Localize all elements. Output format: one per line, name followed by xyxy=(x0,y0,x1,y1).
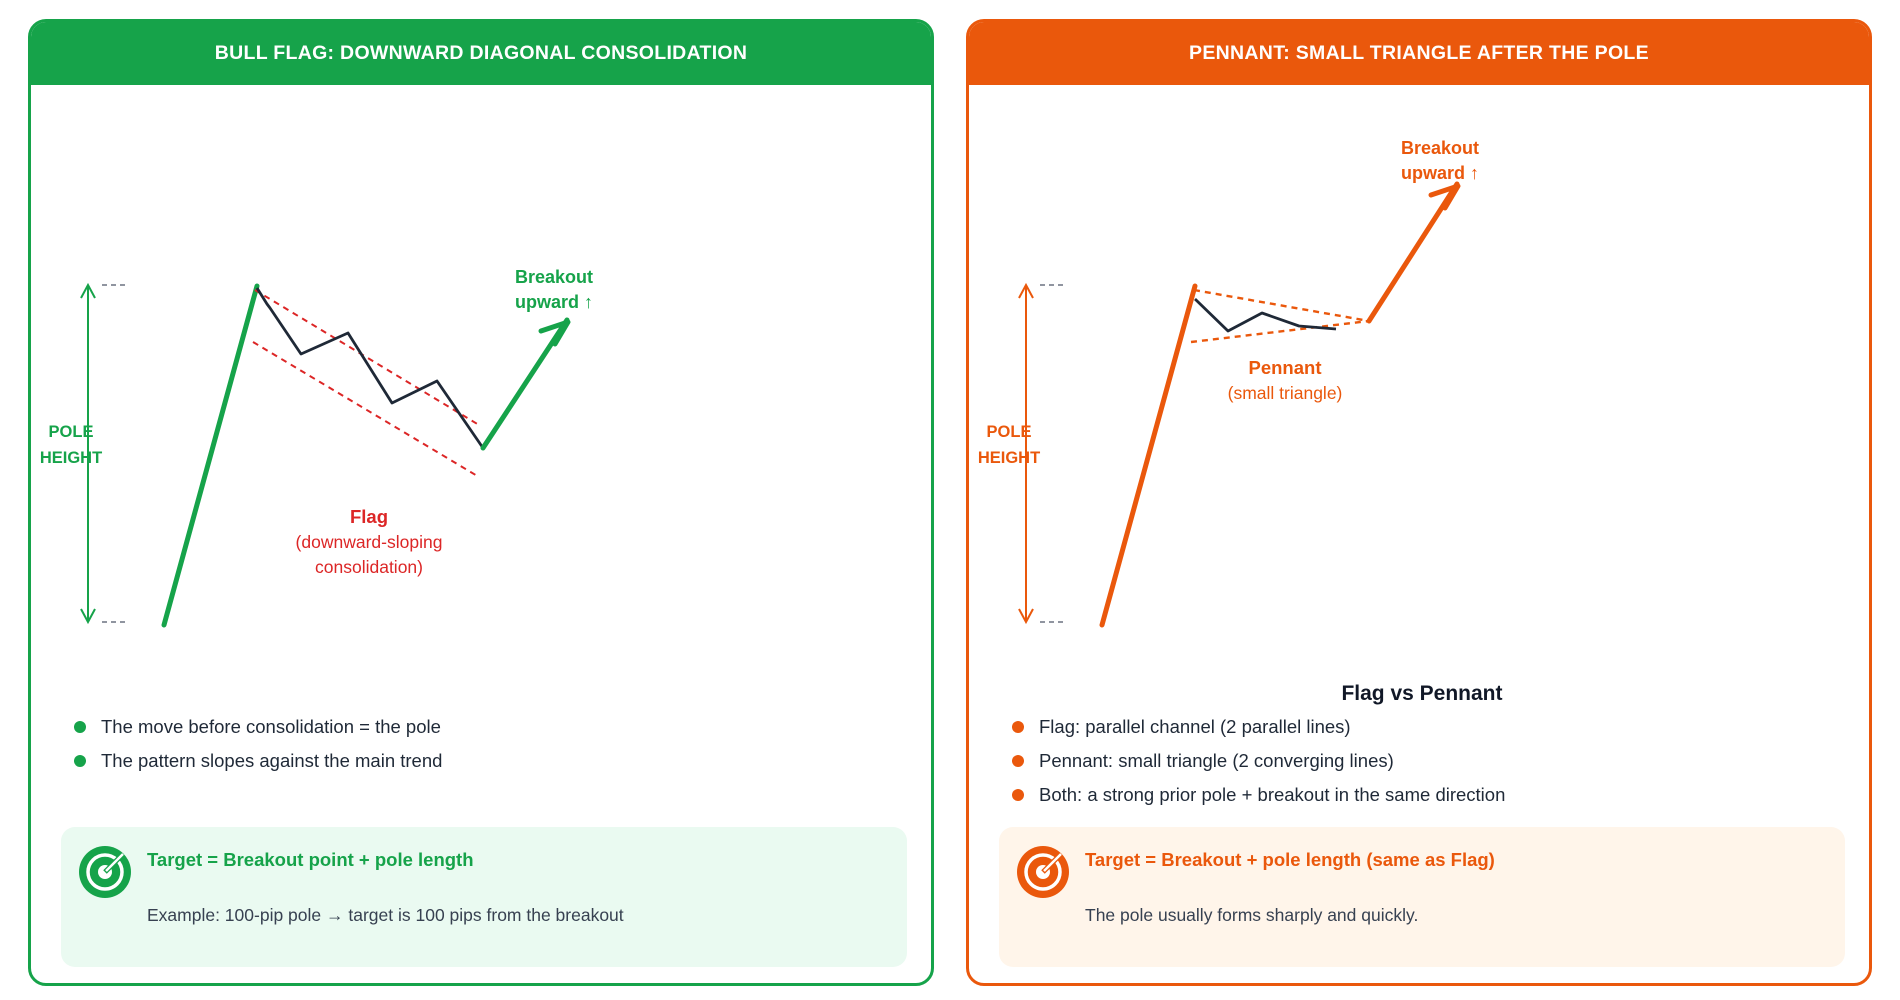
pole-label-line2: HEIGHT xyxy=(39,449,103,467)
pennant-upper-line xyxy=(1194,290,1369,321)
breakout-arrow xyxy=(1369,184,1457,321)
pole-label-line1: POLE xyxy=(48,423,94,441)
bullet-dot xyxy=(1012,755,1024,767)
target-box xyxy=(61,827,907,967)
target-icon xyxy=(1017,846,1069,898)
pole-line xyxy=(1102,286,1195,625)
panel-header: BULL FLAG: DOWNWARD DIAGONAL CONSOLIDATION xyxy=(31,22,931,85)
breakout-arrowhead xyxy=(1431,186,1458,208)
target-icon xyxy=(79,846,131,898)
bullet-list xyxy=(1011,710,1505,812)
pennant-sublabel: (small triangle) xyxy=(1227,383,1343,403)
bullet-dot xyxy=(74,721,86,733)
pennant-panel xyxy=(966,19,1872,986)
pennant-lower-line xyxy=(1191,321,1369,342)
price-path xyxy=(1195,299,1336,331)
pennant-label: Pennant xyxy=(1248,357,1322,378)
bullet-list xyxy=(73,710,442,778)
breakout-arrowhead xyxy=(541,322,568,344)
breakout-label-line1: Breakout xyxy=(1401,138,1480,158)
bullet-dot xyxy=(74,755,86,767)
flag-label: Flag xyxy=(349,506,389,527)
flag-upper-line xyxy=(255,290,479,425)
flag-sublabel-line2: consolidation) xyxy=(315,557,423,577)
pole-label-line1: POLE xyxy=(986,423,1032,441)
target-title: Target = Breakout + pole length (same as Flag) xyxy=(1085,849,1495,870)
pole-label-line2: HEIGHT xyxy=(977,449,1041,467)
target-title: Target = Breakout point + pole length xyxy=(147,849,474,870)
panel-header: PENNANT: SMALL TRIANGLE AFTER THE POLE xyxy=(969,22,1869,85)
list-item: Flag: parallel channel (2 parallel lines) xyxy=(1011,710,1505,744)
breakout-label-line1: Breakout xyxy=(515,267,594,287)
list-item: Both: a strong prior pole + breakout in the same direction xyxy=(1011,778,1505,812)
list-item: Pennant: small triangle (2 converging lines) xyxy=(1011,744,1505,778)
list-item: The move before consolidation = the pole xyxy=(73,710,442,744)
bull-flag-panel xyxy=(28,19,934,986)
comparison-title: Flag vs Pennant xyxy=(1341,682,1503,705)
list-item: The pattern slopes against the main trend xyxy=(73,744,442,778)
target-box xyxy=(999,827,1845,967)
breakout-label-line2: upward ↑ xyxy=(515,292,594,312)
price-path xyxy=(257,288,483,448)
target-description: The pole usually forms sharply and quickly. xyxy=(1085,905,1419,925)
bullet-dot xyxy=(1012,721,1024,733)
bullet-dot xyxy=(1012,789,1024,801)
pole-line xyxy=(164,286,257,625)
breakout-arrow xyxy=(483,320,567,448)
flag-sublabel-line1: (downward-sloping xyxy=(295,532,443,552)
breakout-label-line2: upward ↑ xyxy=(1401,163,1480,183)
target-description: Example: 100-pip pole → target is 100 pips from the breakout xyxy=(147,905,624,925)
